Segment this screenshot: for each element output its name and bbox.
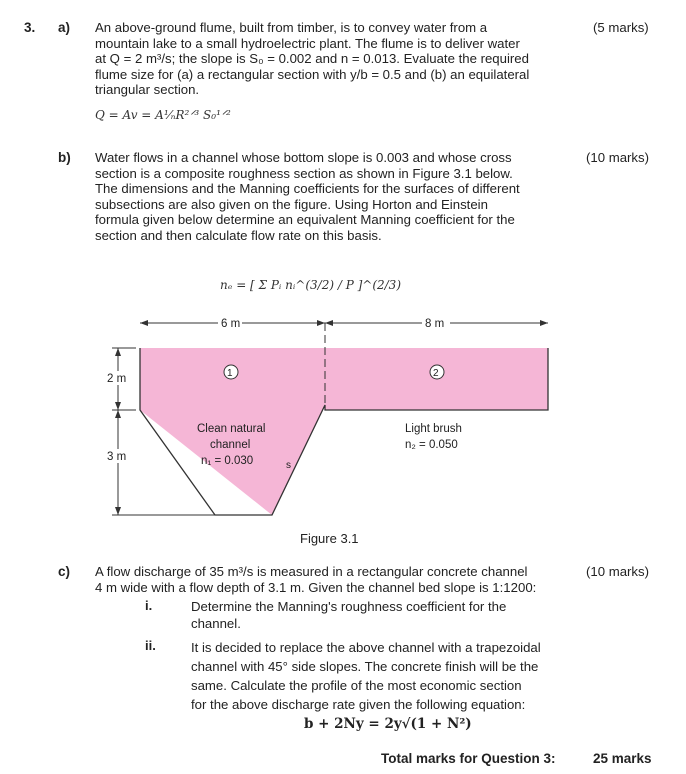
dim-left-lower: 3 m [107,451,127,463]
arrow-mid-l [317,320,325,326]
item-i-label: i. [145,598,153,613]
manning-equation: Q = Av = A¹⁄ₙR²ᐟ³ S₀¹ᐟ² [95,108,231,122]
part-a-line: mountain lake to a small hydroelectric plant. The flume is to deliver water [95,35,520,51]
part-b-line: section and then calculate flow rate on this basis. [95,227,382,243]
part-b-line: formula given below determine an equivalent Manning coefficient for the [95,212,515,228]
part-b-line: subsections are also given on the figure. Using Horton and Einstein [95,196,488,212]
figure-caption: Figure 3.1 [300,531,359,546]
economic-section-equation: b + 2Ny = 2y√(1 + N²) [304,716,472,732]
dim-top-right: 8 m [425,318,445,330]
item-ii-line: channel with 45° side slopes. The concrete finish will be the [191,659,539,674]
part-c-label: c) [58,564,71,579]
part-c-line: A flow discharge of 35 m³/s is measured in a rectangular concrete channel [95,564,528,579]
section-2-label: 2 [433,368,439,379]
arrow-left [140,320,148,326]
part-c-marks: (10 marks) [586,564,650,579]
part-a-label: a) [58,20,71,35]
part-b-label: b) [58,150,71,165]
item-ii-text [191,638,575,714]
total-label: Total marks for Question 3: [381,751,556,766]
part-c-line: 4 m wide with a flow depth of 3.1 m. Given the channel bed slope is 1:1200: [95,579,537,595]
item-i-line: channel. [191,616,241,631]
left-desc-line: Clean natural [197,423,266,435]
total-marks: 25 marks [593,751,652,766]
right-desc-line: Light brush [405,423,462,435]
dim-left-upper: 2 m [107,373,127,385]
part-a-marks: (5 marks) [593,20,649,35]
part-a-line: An above-ground flume, built from timber, is to convey water from a [95,20,488,35]
part-b-marks: (10 marks) [586,150,650,165]
right-desc-line: n₂ = 0.050 [405,439,458,451]
item-ii-line: for the above discharge rate given the following equation: [191,697,526,712]
part-b-line: section is a composite roughness section as shown in Figure 3.1 below. [95,165,513,181]
part-a-line: flume size for (a) a rectangular section with y/b = 0.5 and (b) an equilateral [95,66,530,82]
item-ii-label: ii. [145,638,156,653]
left-desc-line: n₁ = 0.030 [201,455,254,467]
part-b-line: The dimensions and the Manning coefficients for the surfaces of different [95,181,520,197]
part-a-line: at Q = 2 m³/s; the slope is S₀ = 0.002 and n = 0.013. Evaluate the required [95,51,529,67]
item-ii-line: It is decided to replace the above channel with a trapezoidal [191,640,541,655]
dim-top-left: 6 m [221,318,241,330]
item-i-line: Determine the Manning's roughness coefficient for the [191,599,507,614]
question-number: 3. [24,20,36,35]
left-desc-line: channel [210,439,251,451]
horton-einstein-equation: nₑ = [ Σ Pᵢ nᵢ^(3/2) / P ]^(2/3) [220,278,402,292]
slope-label: s [286,460,291,471]
section-1-label: 1 [227,368,233,379]
item-i-text [191,598,573,632]
part-a-line: triangular section. [95,82,200,98]
arrow-right [540,320,548,326]
arrow-mid-r [325,320,333,326]
part-c-text [95,564,577,595]
item-ii-line: same. Calculate the profile of the most economic section [191,678,522,693]
part-b-line: Water flows in a channel whose bottom slope is 0.003 and whose cross [95,150,512,165]
